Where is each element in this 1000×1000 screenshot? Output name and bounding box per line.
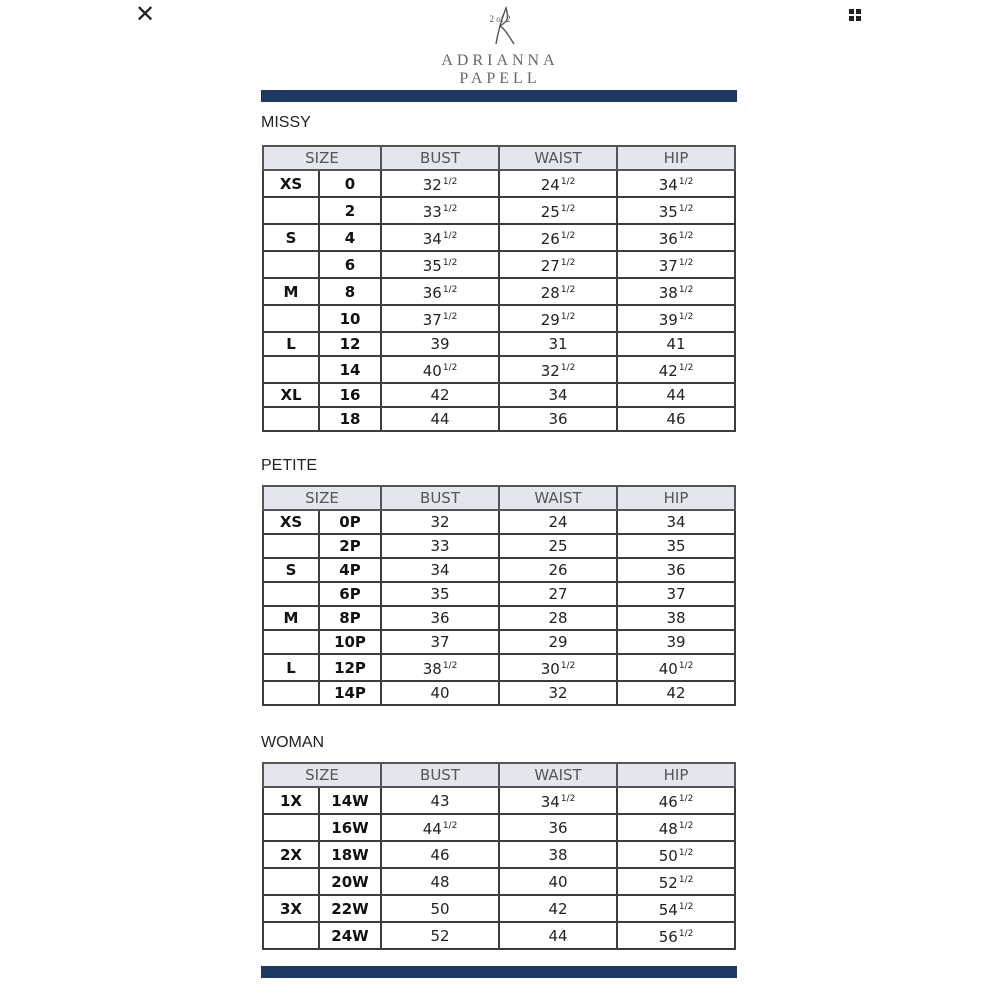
table-header-row [263,486,735,510]
bust-cell [381,332,499,356]
waist-cell [499,170,617,197]
bust-cell [381,630,499,654]
size-number-cell: 8P [319,606,381,630]
hip-value: 39 [658,311,678,329]
waist-value: 31 [548,335,568,353]
table-row [263,814,735,841]
size-number-cell: 0P [319,510,381,534]
bust-value: 32 [422,176,442,194]
bust-value: 46 [430,845,450,864]
hip-value: 50 [658,847,678,865]
column-header-bust: BUST [381,763,499,787]
waist-value: 26 [540,230,560,248]
hip-cell [617,305,735,332]
size-number-cell: 14 [319,356,381,383]
bust-value: 35 [430,585,450,603]
waist-value: 36 [548,818,568,837]
hip-cell [617,251,735,278]
hip-cell [617,787,735,814]
hip-cell [617,407,735,431]
bust-value: 50 [430,899,450,918]
waist-value: 42 [548,899,568,918]
size-label-cell: XS [263,170,319,197]
table-row [263,654,735,681]
bust-value: 40 [422,362,442,380]
table-row [263,534,735,558]
size-label-cell [263,197,319,224]
hip-value: 34 [658,176,678,194]
hip-cell [617,630,735,654]
hip-cell [617,356,735,383]
hip-value: 56 [658,928,678,946]
table-row [263,407,735,431]
waist-cell [499,814,617,841]
waist-cell [499,654,617,681]
logo-text-line1: ADRIANNA [441,52,559,69]
table-header-row [263,146,735,170]
hip-value: 52 [658,874,678,892]
waist-value: 44 [548,926,568,945]
close-icon[interactable]: ✕ [134,1,156,28]
grid-cell [849,16,854,21]
table-row [263,305,735,332]
logo-text-line2: PAPELL [459,70,541,87]
hip-value: 44 [666,386,686,404]
hip-cell [617,332,735,356]
hip-fraction: 1/2 [678,821,694,831]
waist-value: 28 [548,609,568,627]
size-label-cell: L [263,332,319,356]
hip-value: 40 [658,660,678,678]
size-label-cell: 2X [263,841,319,868]
hip-fraction: 1/2 [678,929,694,939]
waist-cell [499,197,617,224]
hip-value: 48 [658,820,678,838]
size-number-cell: 0 [319,170,381,197]
table-row [263,383,735,407]
hip-cell [617,681,735,705]
size-number-cell: 2P [319,534,381,558]
bust-cell [381,841,499,868]
bust-cell [381,407,499,431]
column-header-waist: WAIST [499,146,617,170]
size-number-cell: 16W [319,814,381,841]
waist-value: 25 [548,537,568,555]
waist-value: 28 [540,284,560,302]
hip-cell [617,383,735,407]
size-table-woman [262,762,736,950]
table-row [263,278,735,305]
bust-cell [381,510,499,534]
hip-fraction: 1/2 [678,177,694,187]
size-number-cell: 12 [319,332,381,356]
bust-value: 43 [430,791,450,810]
size-label-cell [263,407,319,431]
table-row [263,787,735,814]
waist-cell [499,383,617,407]
size-number-cell: 8 [319,278,381,305]
size-number-cell: 4 [319,224,381,251]
waist-cell [499,510,617,534]
size-label-cell [263,534,319,558]
bust-value: 34 [422,230,442,248]
waist-value: 40 [548,872,568,891]
table-row [263,170,735,197]
waist-fraction: 1/2 [560,285,576,295]
size-number-cell: 14W [319,787,381,814]
bust-value: 40 [430,684,450,702]
bust-fraction: 1/2 [442,231,458,241]
hip-cell [617,558,735,582]
hip-cell [617,224,735,251]
bust-value: 44 [422,820,442,838]
waist-value: 24 [540,176,560,194]
hip-value: 35 [658,203,678,221]
bust-cell [381,251,499,278]
waist-cell [499,305,617,332]
column-header-size: SIZE [263,486,381,510]
hip-fraction: 1/2 [678,363,694,373]
size-table-petite [262,485,736,706]
size-label-cell [263,356,319,383]
table-row [263,868,735,895]
waist-cell [499,582,617,606]
grid-cell [856,16,861,21]
waist-value: 34 [548,386,568,404]
column-header-bust: BUST [381,486,499,510]
hip-cell [617,895,735,922]
size-number-cell: 16 [319,383,381,407]
bust-fraction: 1/2 [442,285,458,295]
hip-cell [617,170,735,197]
hip-value: 46 [666,410,686,428]
hip-value: 34 [666,513,686,531]
table-row [263,251,735,278]
hip-value: 38 [666,609,686,627]
size-number-cell: 18 [319,407,381,431]
column-header-size: SIZE [263,763,381,787]
bust-cell [381,814,499,841]
bust-value: 38 [422,660,442,678]
waist-cell [499,606,617,630]
table-row [263,681,735,705]
hip-value: 36 [666,561,686,579]
bust-value: 52 [430,926,450,945]
bust-fraction: 1/2 [442,312,458,322]
hip-cell [617,606,735,630]
bust-cell [381,278,499,305]
hip-value: 37 [658,257,678,275]
hip-cell [617,868,735,895]
size-number-cell: 24W [319,922,381,949]
table-row [263,558,735,582]
hip-cell [617,922,735,949]
section-title-woman: WOMAN [261,734,325,751]
waist-fraction: 1/2 [560,312,576,322]
hip-cell [617,510,735,534]
hip-fraction: 1/2 [678,258,694,268]
waist-cell [499,841,617,868]
bust-fraction: 1/2 [442,363,458,373]
bust-cell [381,895,499,922]
hip-value: 46 [658,793,678,811]
size-label-cell: XS [263,510,319,534]
bust-cell [381,356,499,383]
column-header-hip: HIP [617,486,735,510]
bust-cell [381,197,499,224]
table-row [263,606,735,630]
waist-value: 27 [540,257,560,275]
hip-fraction: 1/2 [678,902,694,912]
size-number-cell: 10P [319,630,381,654]
bust-value: 34 [430,561,450,579]
waist-cell [499,558,617,582]
size-table-missy [262,145,736,432]
size-number-cell: 6 [319,251,381,278]
size-number-cell: 4P [319,558,381,582]
bust-value: 36 [430,609,450,627]
size-label-cell: L [263,654,319,681]
waist-cell [499,681,617,705]
hip-value: 38 [658,284,678,302]
hip-fraction: 1/2 [678,231,694,241]
waist-value: 32 [548,684,568,702]
waist-fraction: 1/2 [560,258,576,268]
waist-cell [499,332,617,356]
hip-fraction: 1/2 [678,312,694,322]
size-number-cell: 2 [319,197,381,224]
bust-value: 44 [430,410,450,428]
hip-cell [617,534,735,558]
waist-fraction: 1/2 [560,204,576,214]
waist-fraction: 1/2 [560,363,576,373]
bust-value: 37 [422,311,442,329]
waist-cell [499,224,617,251]
hip-cell [617,814,735,841]
bust-cell [381,868,499,895]
size-label-cell: S [263,224,319,251]
column-header-hip: HIP [617,146,735,170]
waist-cell [499,922,617,949]
bust-fraction: 1/2 [442,258,458,268]
column-header-waist: WAIST [499,763,617,787]
table-row [263,510,735,534]
bust-cell [381,383,499,407]
hip-value: 36 [658,230,678,248]
bust-cell [381,582,499,606]
hip-cell [617,654,735,681]
bust-value: 37 [430,633,450,651]
size-number-cell: 12P [319,654,381,681]
bust-fraction: 1/2 [442,204,458,214]
bust-value: 36 [422,284,442,302]
size-label-cell [263,251,319,278]
hip-cell [617,278,735,305]
column-header-hip: HIP [617,763,735,787]
waist-cell [499,251,617,278]
size-label-cell [263,582,319,606]
bust-fraction: 1/2 [442,821,458,831]
hip-value: 42 [658,362,678,380]
bust-fraction: 1/2 [442,177,458,187]
waist-fraction: 1/2 [560,661,576,671]
waist-value: 27 [548,585,568,603]
size-label-cell [263,868,319,895]
hip-fraction: 1/2 [678,875,694,885]
bust-value: 33 [430,537,450,555]
bust-value: 42 [430,386,450,404]
table-row [263,841,735,868]
size-label-cell [263,630,319,654]
hip-value: 42 [666,684,686,702]
waist-value: 32 [540,362,560,380]
hip-cell [617,197,735,224]
hip-cell [617,841,735,868]
waist-value: 38 [548,845,568,864]
table-row [263,197,735,224]
size-number-cell: 20W [319,868,381,895]
waist-value: 29 [540,311,560,329]
bust-cell [381,654,499,681]
logo-monogram-icon [482,4,518,48]
hip-value: 54 [658,901,678,919]
size-number-cell: 6P [319,582,381,606]
waist-fraction: 1/2 [560,231,576,241]
hip-fraction: 1/2 [678,204,694,214]
bust-value: 39 [430,335,450,353]
grid-cell [856,9,861,14]
table-row [263,224,735,251]
brand-divider-bottom [261,966,737,978]
size-label-cell [263,922,319,949]
table-row [263,582,735,606]
waist-value: 36 [548,410,568,428]
waist-value: 29 [548,633,568,651]
hip-fraction: 1/2 [678,285,694,295]
size-label-cell [263,814,319,841]
waist-value: 30 [540,660,560,678]
waist-cell [499,868,617,895]
waist-value: 34 [540,793,560,811]
bust-value: 32 [430,513,450,531]
table-row [263,630,735,654]
waist-value: 24 [548,513,568,531]
size-number-cell: 22W [319,895,381,922]
waist-value: 26 [548,561,568,579]
size-label-cell: M [263,606,319,630]
bust-cell [381,170,499,197]
waist-cell [499,356,617,383]
waist-cell [499,407,617,431]
waist-cell [499,278,617,305]
column-header-waist: WAIST [499,486,617,510]
logo-mark-text: 2 of 2 [489,14,511,24]
table-header-row [263,763,735,787]
size-label-cell: M [263,278,319,305]
size-label-cell: 3X [263,895,319,922]
bust-cell [381,787,499,814]
hip-fraction: 1/2 [678,661,694,671]
hip-value: 39 [666,633,686,651]
hip-value: 41 [666,335,686,353]
waist-cell [499,895,617,922]
size-number-cell: 14P [319,681,381,705]
hip-value: 35 [666,537,686,555]
waist-cell [499,630,617,654]
size-label-cell [263,681,319,705]
section-title-petite: PETITE [261,457,318,474]
bust-cell [381,534,499,558]
hip-fraction: 1/2 [678,848,694,858]
brand-divider-top [261,90,737,102]
bust-value: 33 [422,203,442,221]
size-label-cell: 1X [263,787,319,814]
bust-cell [381,305,499,332]
bust-cell [381,606,499,630]
waist-fraction: 1/2 [560,177,576,187]
size-number-cell: 10 [319,305,381,332]
size-label-cell: XL [263,383,319,407]
size-number-cell: 18W [319,841,381,868]
size-label-cell [263,305,319,332]
hip-cell [617,582,735,606]
size-label-cell: S [263,558,319,582]
hip-fraction: 1/2 [678,794,694,804]
bust-cell [381,922,499,949]
bust-cell [381,681,499,705]
waist-cell [499,534,617,558]
bust-cell [381,224,499,251]
waist-value: 25 [540,203,560,221]
table-row [263,356,735,383]
table-row [263,922,735,949]
bust-value: 48 [430,872,450,891]
column-header-bust: BUST [381,146,499,170]
table-row [263,895,735,922]
grid-cell [849,9,854,14]
brand-logo [420,4,580,88]
bust-fraction: 1/2 [442,661,458,671]
waist-fraction: 1/2 [560,794,576,804]
bust-cell [381,558,499,582]
column-header-size: SIZE [263,146,381,170]
bust-value: 35 [422,257,442,275]
hip-value: 37 [666,585,686,603]
table-row [263,332,735,356]
section-title-missy: MISSY [261,114,311,131]
waist-cell [499,787,617,814]
grid-icon[interactable] [849,9,863,23]
